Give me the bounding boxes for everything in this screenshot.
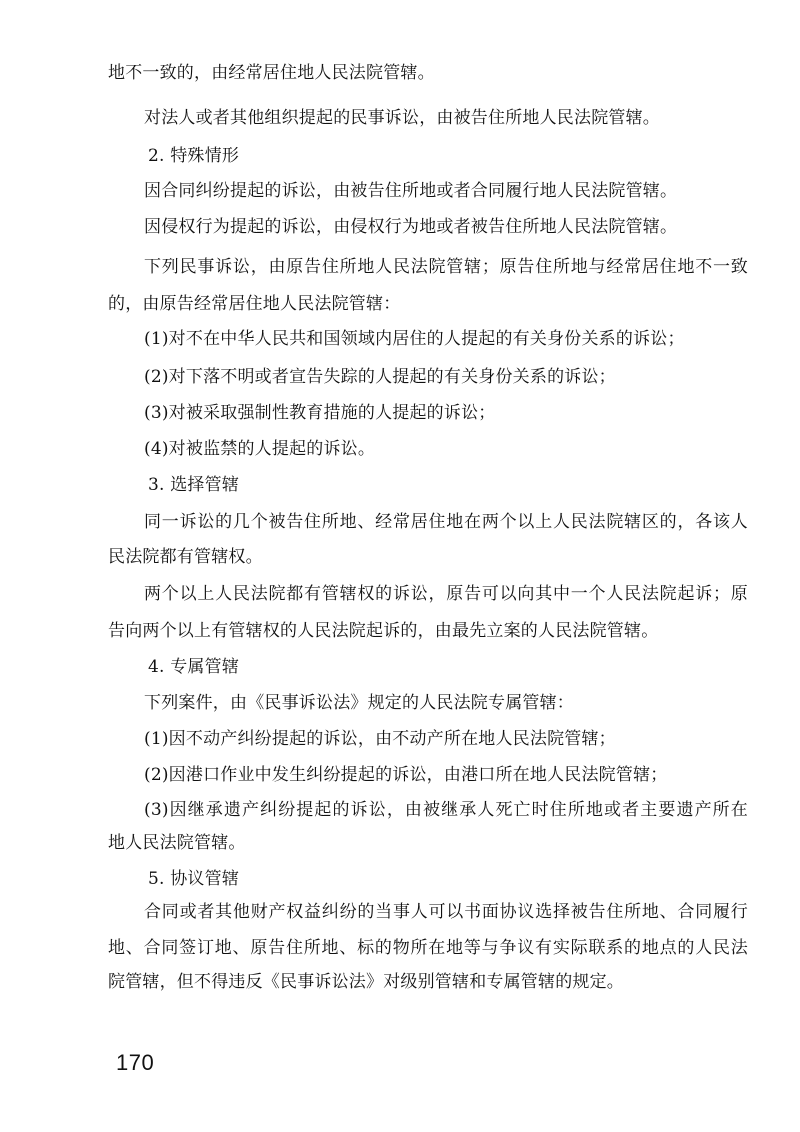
list-item: (2)因港口作业中发生纠纷提起的诉讼，由港口所在地人民法院管辖； (144, 765, 668, 785)
section-heading: 5. 协议管辖 (148, 869, 240, 889)
section-heading: 4. 专属管辖 (148, 657, 240, 677)
text-line: 地不一致的，由经常居住地人民法院管辖。 (108, 63, 435, 83)
paragraph-line: 对法人或者其他组织提起的民事诉讼，由被告住所地人民法院管辖。 (144, 108, 660, 128)
list-item: (3)对被采取强制性教育措施的人提起的诉讼； (144, 403, 496, 423)
paragraph-line: 下列民事诉讼，由原告住所地人民法院管辖；原告住所地与经常居住地不一致 (144, 257, 748, 277)
paragraph-line: 两个以上人民法院都有管辖权的诉讼，原告可以向其中一个人民法院起诉；原 (144, 584, 748, 604)
paragraph-line: 因合同纠纷提起的诉讼，由被告住所地或者合同履行地人民法院管辖。 (144, 181, 678, 201)
section-heading: 3. 选择管辖 (148, 475, 240, 495)
list-item: (1)对不在中华人民共和国领域内居住的人提起的有关身份关系的诉讼； (144, 329, 685, 349)
text-line: 地人民法院管辖。 (108, 833, 246, 853)
text-line: 地、合同签订地、原告住所地、标的物所在地等与争议有实际联系的地点的人民法 (108, 938, 748, 958)
paragraph-line: 合同或者其他财产权益纠纷的当事人可以书面协议选择被告住所地、合同履行 (144, 902, 748, 922)
paragraph-line: 下列案件，由《民事诉讼法》规定的人民法院专属管辖： (144, 693, 574, 713)
list-item: (1)因不动产纠纷提起的诉讼，由不动产所在地人民法院管辖； (144, 729, 616, 749)
paragraph-line: 因侵权行为提起的诉讼，由侵权行为地或者被告住所地人民法院管辖。 (144, 217, 678, 237)
list-item: (4)对被监禁的人提起的诉讼。 (144, 439, 376, 459)
text-line: 告向两个以上有管辖权的人民法院起诉的，由最先立案的人民法院管辖。 (108, 621, 659, 641)
page-number: 170 (116, 1050, 155, 1075)
text-line: 院管辖，但不得违反《民事诉讼法》对级别管辖和专属管辖的规定。 (108, 972, 624, 992)
list-item: (3)因继承遗产纠纷提起的诉讼，由被继承人死亡时住所地或者主要遗产所在 (144, 800, 748, 820)
paragraph-line: 同一诉讼的几个被告住所地、经常居住地在两个以上人民法院辖区的，各该人 (144, 512, 748, 532)
list-item: (2)对下落不明或者宣告失踪的人提起的有关身份关系的诉讼； (144, 367, 616, 387)
text-line: 的，由原告经常居住地人民法院管辖： (108, 294, 401, 314)
text-line: 民法院都有管辖权。 (108, 547, 263, 567)
section-heading: 2. 特殊情形 (148, 146, 240, 166)
